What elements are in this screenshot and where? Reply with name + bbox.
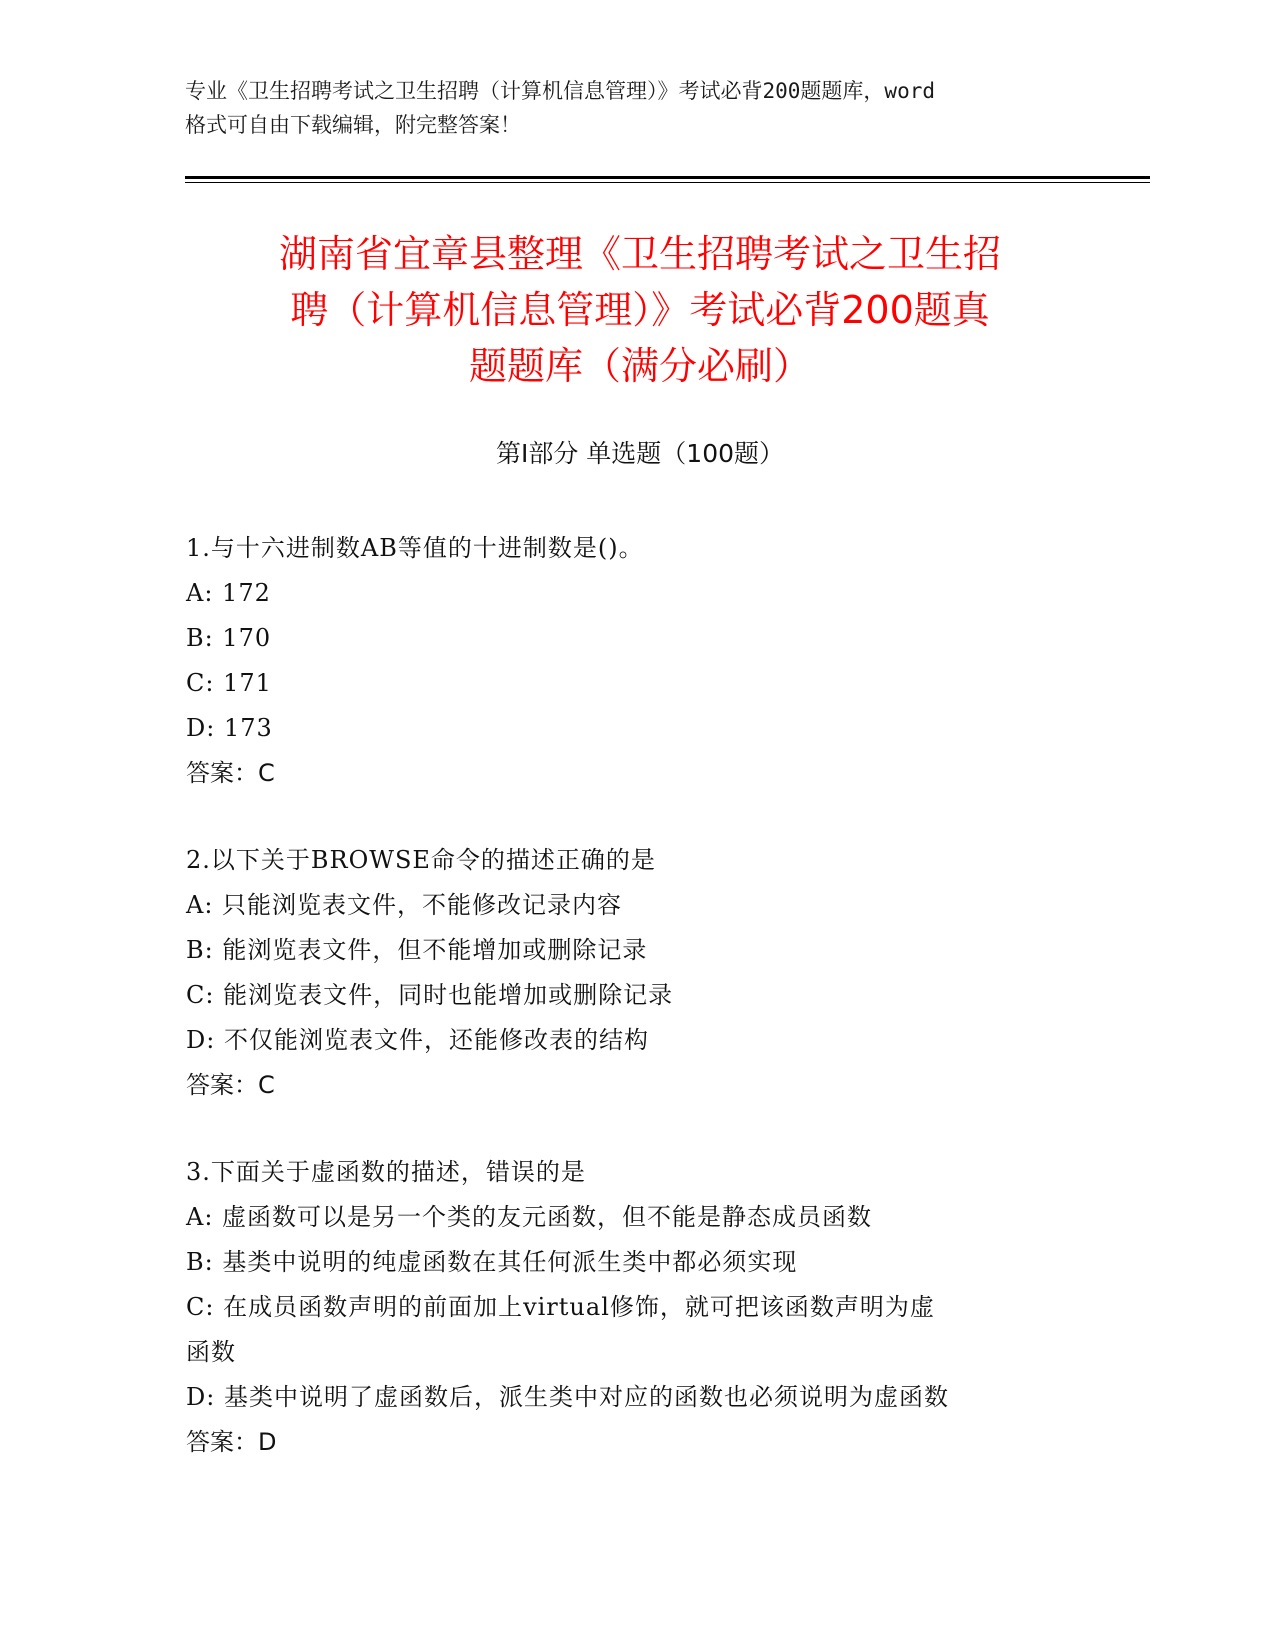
option-b: B: 基类中说明的纯虚函数在其任何派生类中都必须实现 (186, 1248, 798, 1276)
answer: 答案：D (186, 1428, 277, 1456)
answer: 答案：C (186, 1071, 275, 1099)
question-3 (186, 1150, 1076, 1465)
option-c-continued: 函数 (186, 1338, 236, 1366)
option-c: C: 在成员函数声明的前面加上virtual修饰，就可把该函数声明为虚 (186, 1293, 935, 1321)
option-b: B: 170 (186, 624, 272, 652)
option-a: A: 172 (186, 579, 271, 607)
question-2 (186, 838, 1076, 1108)
option-d: D: 173 (186, 714, 273, 742)
header-divider-thick (185, 176, 1150, 179)
option-d: D: 不仅能浏览表文件，还能修改表的结构 (186, 1026, 649, 1054)
document-title-line-2: 聘（计算机信息管理）》考试必背200题真 (290, 288, 990, 332)
header-note-line-1: 专业《卫生招聘考试之卫生招聘（计算机信息管理）》考试必背200题题库，word (185, 79, 935, 103)
document-title-line-1: 湖南省宜章县整理《卫生招聘考试之卫生招 (278, 232, 1001, 276)
question-stem: 1.与十六进制数AB等值的十进制数是()。 (186, 534, 644, 562)
question-stem: 2.以下关于BROWSE命令的描述正确的是 (186, 846, 656, 874)
question-1 (186, 526, 1076, 796)
section-title: 第Ⅰ部分 单选题（100题） (495, 439, 785, 468)
header-divider-thin (185, 182, 1150, 183)
document-title (185, 226, 1095, 394)
question-list (186, 526, 1076, 1507)
option-b: B: 能浏览表文件，但不能增加或删除记录 (186, 936, 648, 964)
header-note (185, 74, 1085, 142)
answer: 答案：C (186, 759, 275, 787)
document-title-line-3: 题题库（满分必刷） (468, 344, 811, 388)
option-a: A: 只能浏览表文件，不能修改记录内容 (186, 891, 623, 919)
header-note-line-2: 格式可自由下载编辑，附完整答案！ (185, 113, 521, 137)
option-c: C: 171 (186, 669, 272, 697)
option-a: A: 虚函数可以是另一个类的友元函数，但不能是静态成员函数 (186, 1203, 873, 1231)
option-c: C: 能浏览表文件，同时也能增加或删除记录 (186, 981, 674, 1009)
option-d: D: 基类中说明了虚函数后，派生类中对应的函数也必须说明为虚函数 (186, 1383, 949, 1411)
question-stem: 3.下面关于虚函数的描述，错误的是 (186, 1158, 586, 1186)
